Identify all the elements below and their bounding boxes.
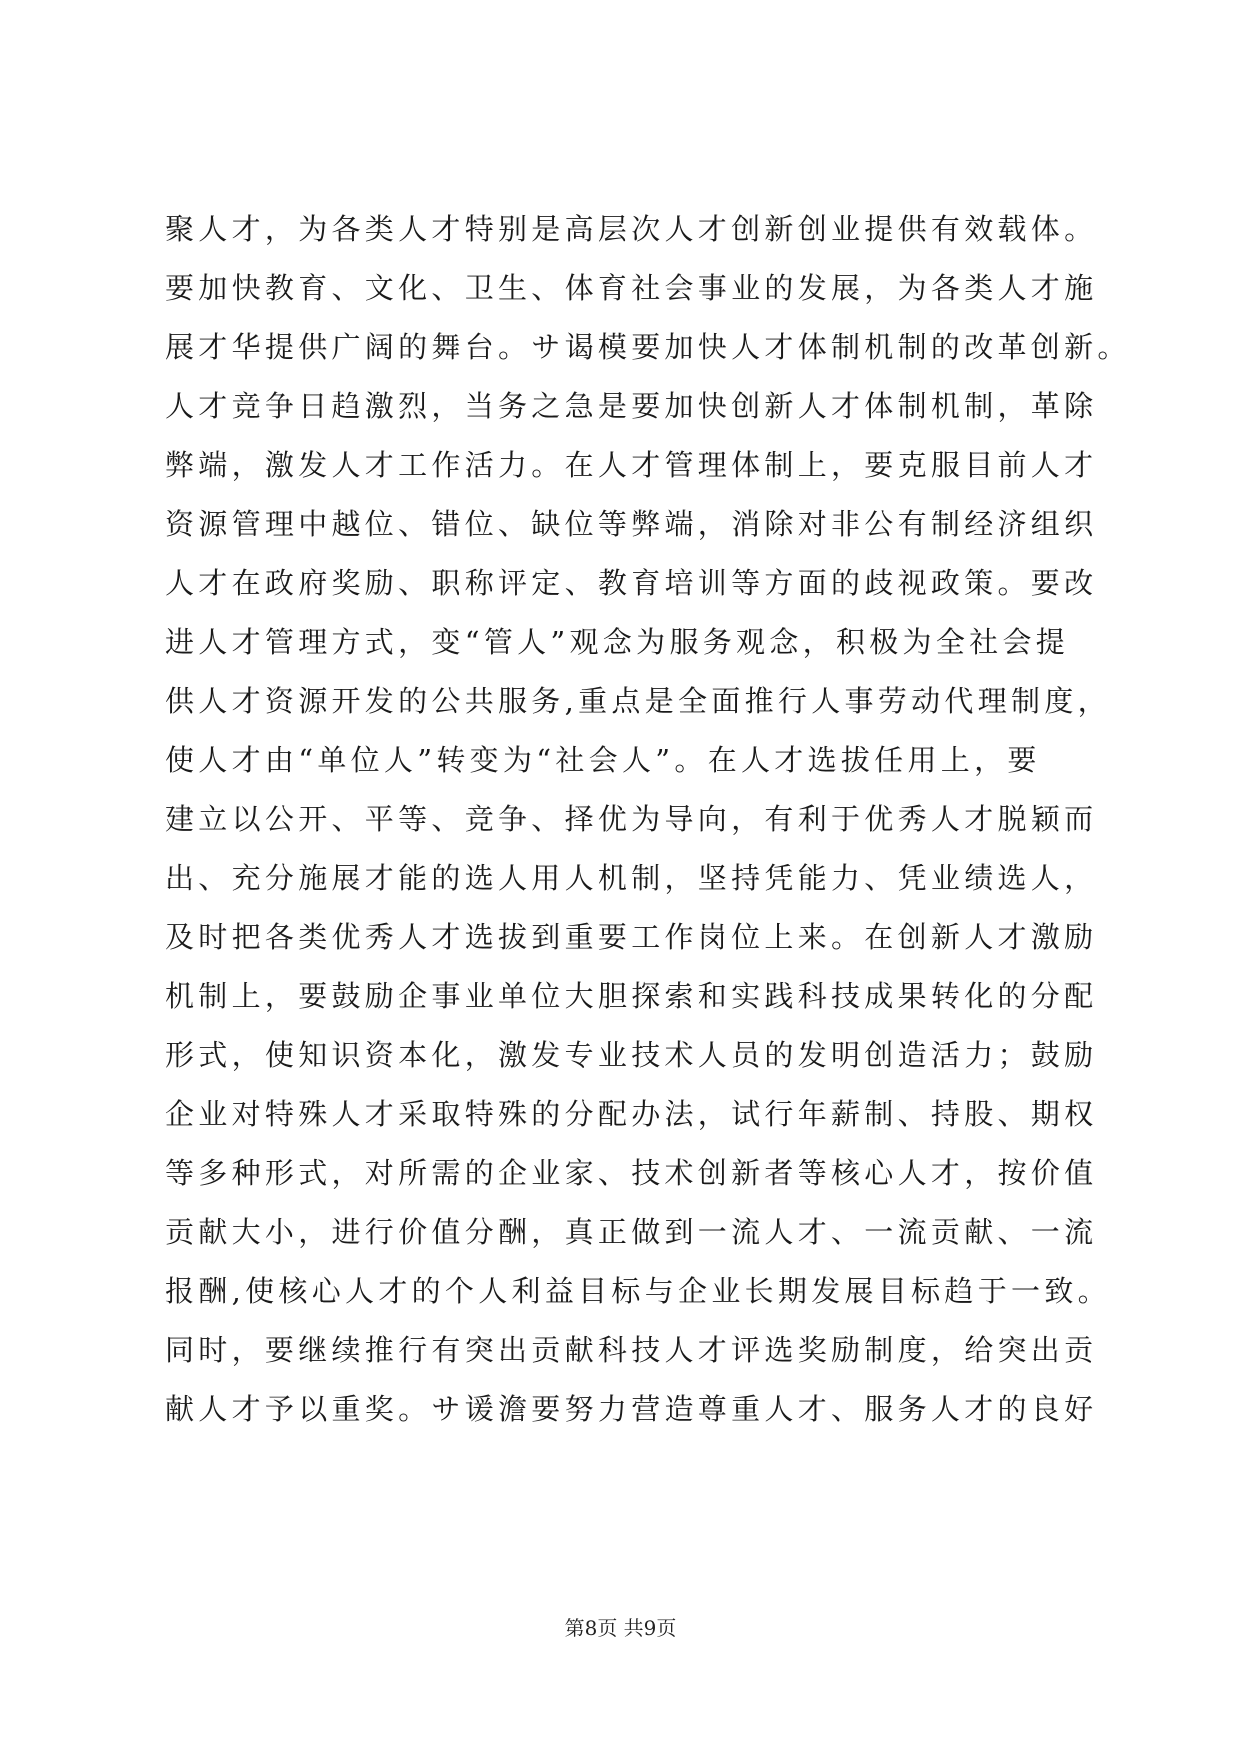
text-line: 进人才管理方式，变“管人”观念为服务观念，积极为全社会提 (165, 625, 1070, 659)
text-line: 献人才予以重奖。サ谖澹要努力营造尊重人才、服务人才的良好 (165, 1392, 1098, 1426)
text-line: 要加快教育、文化、卫生、体育社会事业的发展，为各类人才施 (165, 271, 1098, 305)
text-line: 人才在政府奖励、职称评定、教育培训等方面的歧视政策。要改 (165, 566, 1098, 600)
text-line: 等多种形式，对所需的企业家、技术创新者等核心人才，按价值 (165, 1156, 1098, 1190)
text-line: 出、充分施展才能的选人用人机制，坚持凭能力、凭业绩选人， (165, 861, 1098, 895)
body-text (165, 200, 1131, 1439)
text-line: 展才华提供广阔的舞台。サ谒模要加快人才体制机制的改革创新。 (165, 330, 1131, 364)
text-line: 聚人才，为各类人才特别是高层次人才创新创业提供有效载体。 (165, 212, 1098, 246)
text-line: 企业对特殊人才采取特殊的分配办法，试行年薪制、持股、期权 (165, 1097, 1098, 1131)
text-line: 同时，要继续推行有突出贡献科技人才评选奖励制度，给突出贡 (165, 1333, 1098, 1367)
text-line: 使人才由“单位人”转变为“社会人”。在人才选拔任用上，要 (165, 743, 1041, 777)
text-line: 弊端，激发人才工作活力。在人才管理体制上，要克服目前人才 (165, 448, 1098, 482)
text-line: 贡献大小，进行价值分酬，真正做到一流人才、一流贡献、一流 (165, 1215, 1098, 1249)
text-line: 及时把各类优秀人才选拔到重要工作岗位上来。在创新人才激励 (165, 920, 1098, 954)
text-line: 建立以公开、平等、竞争、择优为导向，有利于优秀人才脱颖而 (165, 802, 1098, 836)
page-number: 第8页 共9页 (564, 1616, 677, 1640)
text-line: 人才竞争日趋激烈，当务之急是要加快创新人才体制机制，革除 (165, 389, 1098, 423)
text-line: 机制上，要鼓励企事业单位大胆探索和实践科技成果转化的分配 (165, 979, 1098, 1013)
text-line: 报酬,使核心人才的个人利益目标与企业长期发展目标趋于一致。 (165, 1274, 1111, 1308)
text-line: 供人才资源开发的公共服务,重点是全面推行人事劳动代理制度， (165, 684, 1111, 718)
text-line: 形式，使知识资本化，激发专业技术人员的发明创造活力；鼓励 (165, 1038, 1098, 1072)
page-footer (0, 1612, 1241, 1641)
text-line: 资源管理中越位、错位、缺位等弊端，消除对非公有制经济组织 (165, 507, 1098, 541)
